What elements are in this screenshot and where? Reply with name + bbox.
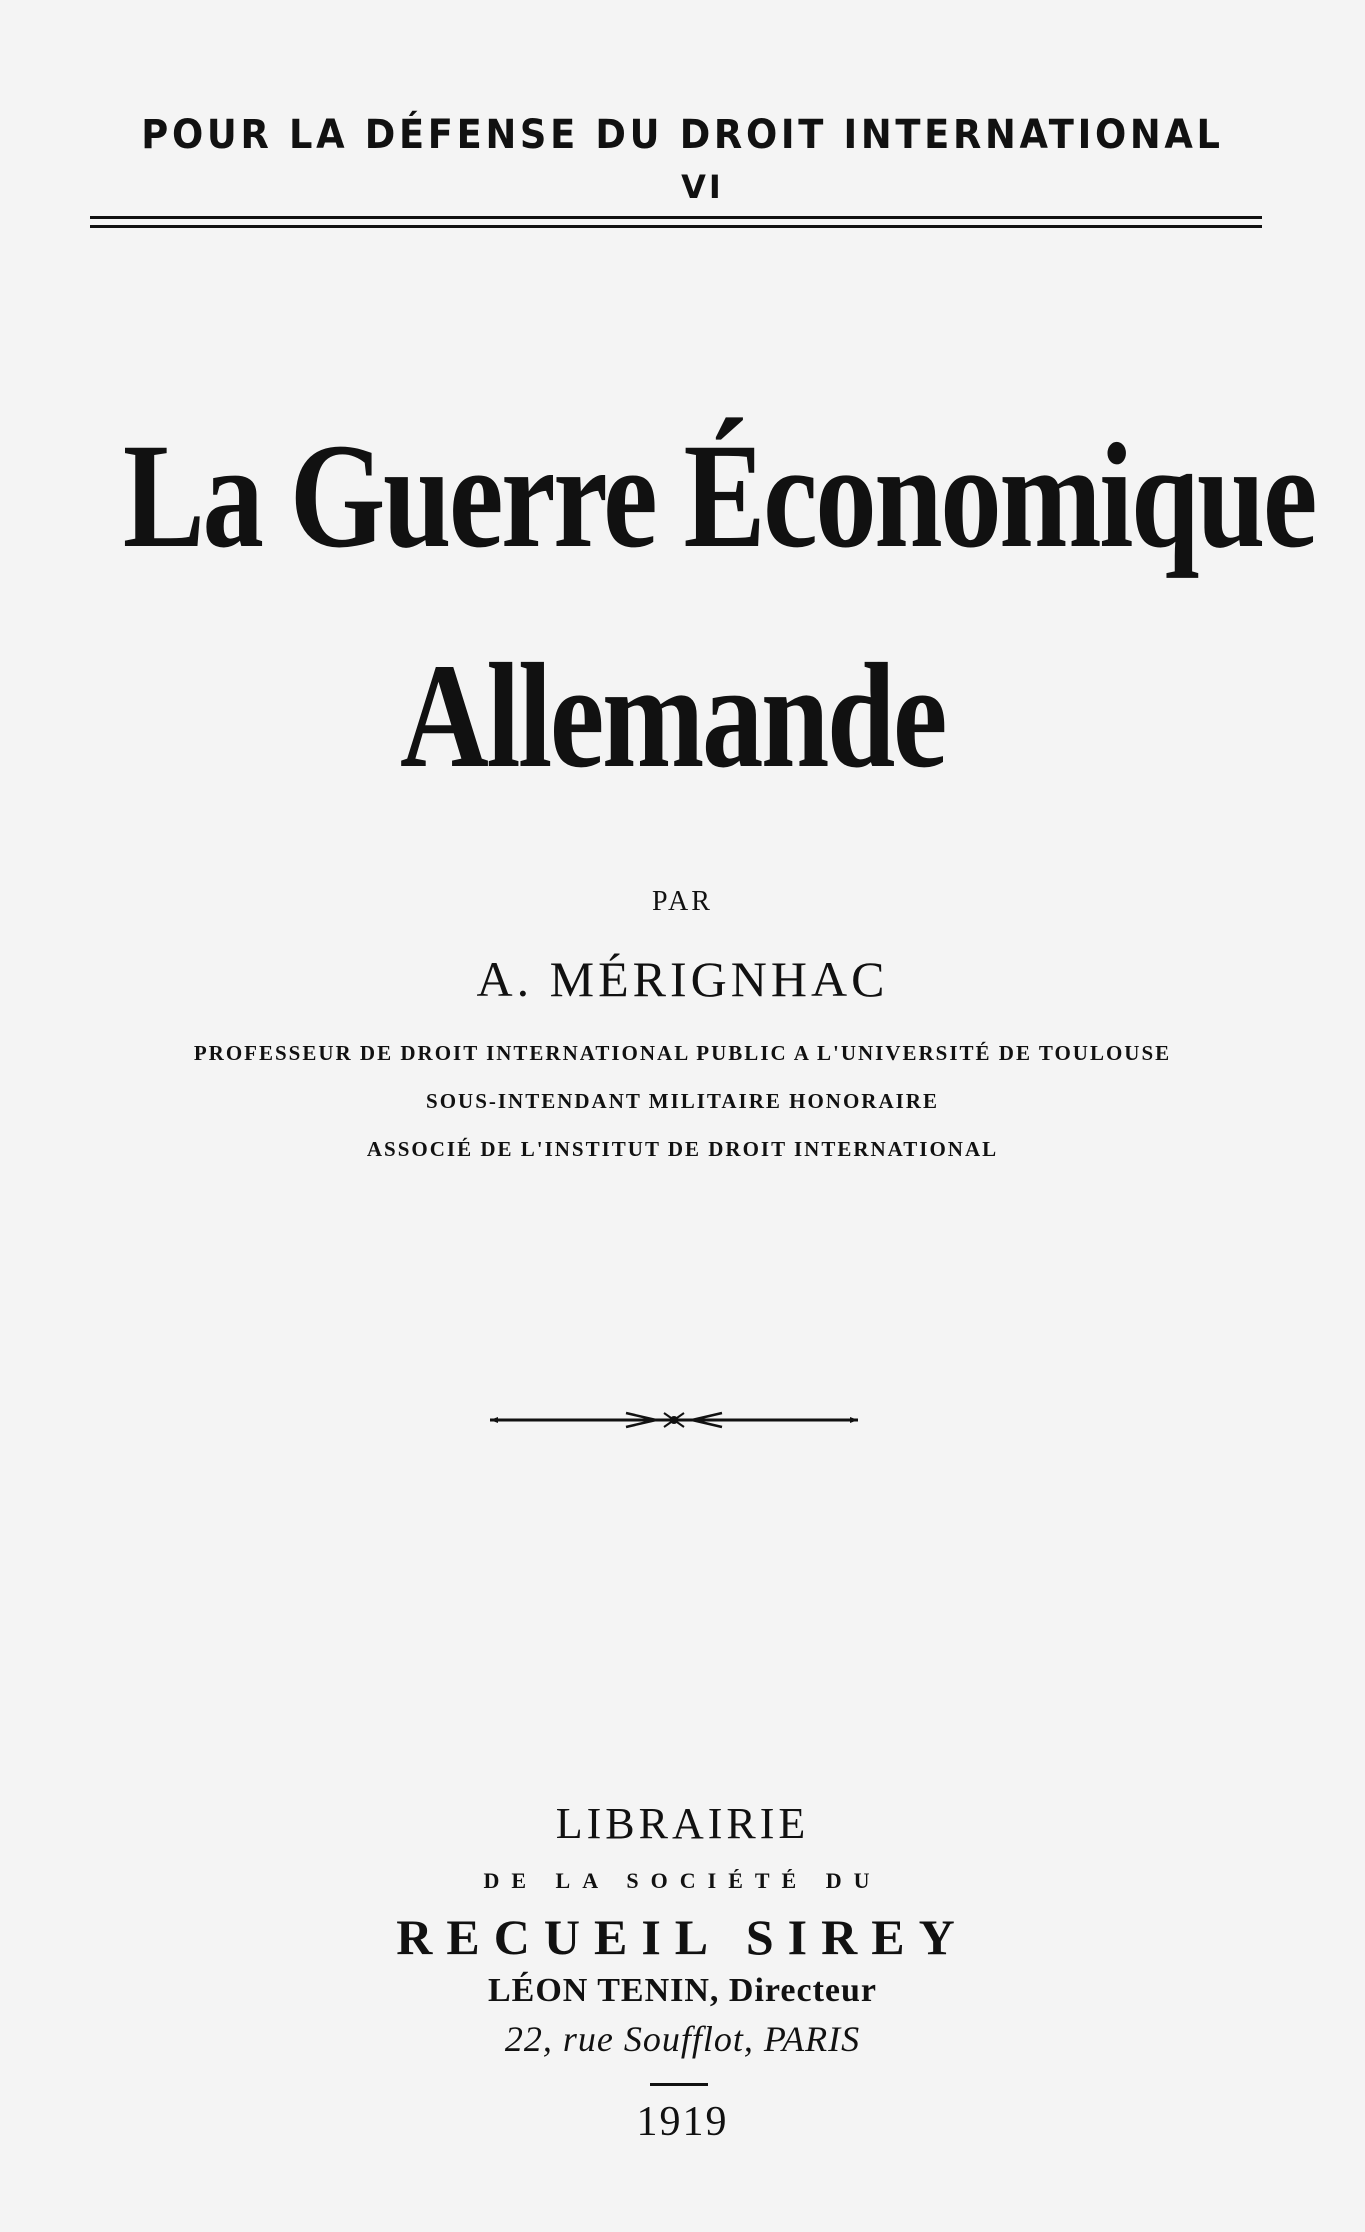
publication-year: 1919 [636,2099,729,2145]
book-title-line-2: Allemande [399,633,945,799]
author-credential: ASSOCIÉ DE L'INSTITUT DE DROIT INTERNATIONAL [366,1137,999,1161]
publisher-address: 22, rue Soufflot, PARIS [504,2019,861,2059]
byline-par: PAR [652,886,713,917]
author-credential: PROFESSEUR DE DROIT INTERNATIONAL PUBLIC A L'UNIVERSITÉ DE TOULOUSE [193,1041,1172,1065]
author-credential: SOUS-INTENDANT MILITAIRE HONORAIRE [426,1089,939,1113]
publisher-librairie: LIBRAIRIE [555,1799,810,1848]
volume-number: VI [681,168,724,206]
author-name: A. MÉRIGNHAC [476,951,889,1007]
year-rule [650,2083,708,2086]
series-title: POUR LA DÉFENSE DU DROIT INTERNATIONAL [141,112,1224,158]
ornamental-divider [486,1405,862,1435]
double-rule-divider [90,216,1262,228]
publisher-societe: DE LA SOCIÉTÉ DU [483,1868,882,1893]
publisher-director: LÉON TENIN, Directeur [487,1972,877,2009]
publisher-name: RECUEIL SIREY [396,1909,969,1965]
book-title-line-1: La Guerre Économique [122,413,1316,579]
